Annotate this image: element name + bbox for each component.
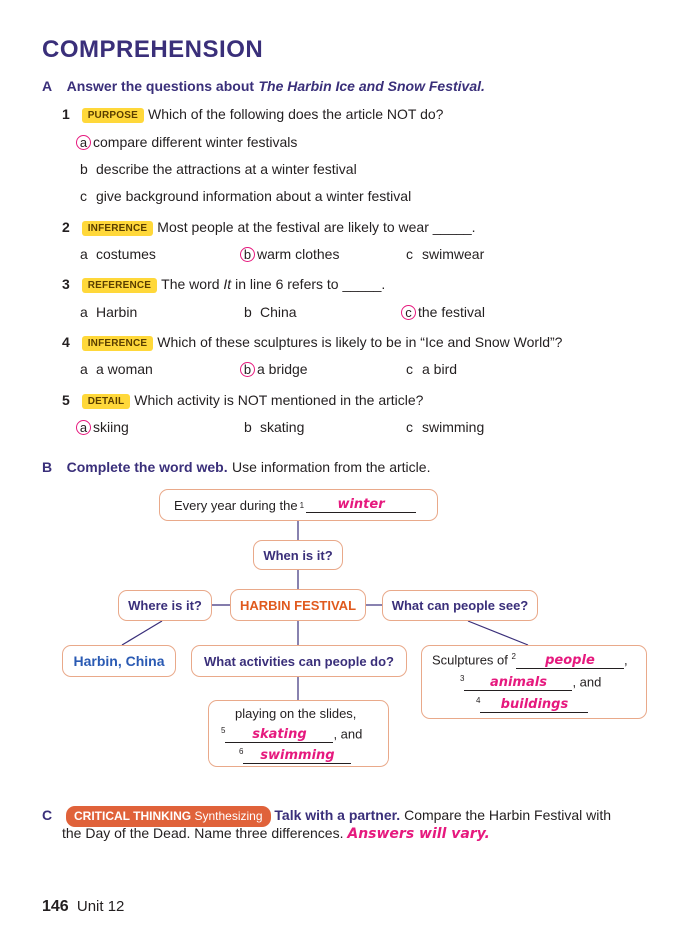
activity-line-3: [221, 747, 388, 767]
web-where-box: Where is it?: [118, 590, 212, 621]
question-text: Which of the following does the article NOT do?: [148, 106, 444, 122]
option-text: compare different winter festivals: [93, 134, 298, 150]
top-box-text: Every year during the: [174, 497, 298, 513]
web-activity-box: [208, 700, 389, 767]
question-tag: INFERENCE: [82, 221, 154, 236]
blank-4[interactable]: [480, 697, 588, 713]
connector-sculptures: [468, 621, 528, 645]
blank-3[interactable]: [464, 675, 572, 691]
section-b-instruction: Use information from the article.: [232, 459, 431, 475]
blank-5[interactable]: [225, 727, 333, 743]
question-text-italic: It: [223, 276, 232, 292]
option-text: a bridge: [257, 361, 308, 377]
blank-number: 3: [460, 674, 465, 683]
section-a-letter: A: [42, 78, 53, 94]
blank-number: 1: [299, 500, 305, 510]
activity-line-1: playing on the slides,: [235, 706, 357, 721]
option-text: China: [260, 304, 297, 320]
section-b-instruction-bold: Complete the word web.: [66, 459, 228, 475]
sculptures-line-3: [432, 696, 646, 718]
option-text: swimwear: [422, 246, 485, 262]
answer-4: buildings: [500, 697, 569, 713]
option-text: skating: [260, 419, 305, 435]
question-text: Most people at the festival are likely to wear _____.: [157, 219, 476, 235]
tag-sublabel: Synthesizing: [194, 809, 263, 823]
option-text: the festival: [418, 304, 485, 320]
question-tag: DETAIL: [82, 394, 131, 409]
answer-circle: b: [240, 362, 255, 377]
blank-number: 2: [511, 652, 516, 661]
answer-2: people: [545, 653, 595, 669]
answer-6: swimming: [260, 748, 335, 764]
web-top-box: [159, 489, 438, 521]
blank-6[interactable]: [243, 748, 351, 764]
answer-circle: a: [76, 420, 91, 435]
section-c-line-2: [62, 825, 490, 842]
question-text: Which activity is NOT mentioned in the article?: [134, 392, 424, 408]
activity-line-2: [221, 726, 388, 747]
tag-label: CRITICAL THINKING: [74, 809, 192, 823]
answer-circle: a: [76, 135, 91, 150]
comma: ,: [623, 652, 628, 668]
option-letter: a: [80, 304, 88, 320]
section-c: [42, 806, 662, 827]
question-number: 4: [62, 334, 70, 350]
question-number: 2: [62, 219, 70, 235]
and-text: , and: [333, 726, 363, 742]
option-letter: b: [244, 419, 252, 435]
blank-number: 6: [239, 747, 244, 756]
web-sculptures-box: [421, 645, 647, 719]
option-text: skiing: [93, 419, 129, 435]
and-text: , and: [572, 674, 602, 690]
question-text-before: The word: [161, 276, 220, 292]
answer-5: skating: [252, 727, 307, 743]
option-text: a bird: [422, 361, 458, 377]
question-number: 5: [62, 392, 70, 408]
answer-3: animals: [489, 675, 547, 691]
option-text: warm clothes: [257, 246, 340, 262]
web-see-box: What can people see?: [382, 590, 538, 621]
sculptures-line-1: [432, 652, 646, 674]
option-letter: c: [80, 188, 87, 204]
option-text: swimming: [422, 419, 485, 435]
web-when-box: When is it?: [253, 540, 343, 570]
sculptures-line-2: [432, 674, 646, 696]
question-tag: REFERENCE: [82, 278, 157, 293]
page-number: 146: [42, 898, 69, 915]
section-c-text-1: Compare the Harbin Festival with: [404, 807, 612, 823]
blank-1[interactable]: [306, 497, 416, 513]
option-letter: c: [406, 419, 413, 435]
question-number: 1: [62, 106, 70, 122]
section-a-instruction: Answer the questions about: [66, 78, 255, 94]
option-letter: b: [244, 304, 252, 320]
section-c-bold: Talk with a partner.: [274, 807, 401, 823]
answer-circle: c: [401, 305, 416, 320]
answer-1: winter: [337, 497, 385, 512]
option-text: Harbin: [96, 304, 138, 320]
question-text-after: in line 6 refers to _____.: [235, 276, 386, 292]
web-activities-box: What activities can people do?: [191, 645, 407, 677]
option-letter: a: [80, 361, 88, 377]
section-c-text-2: the Day of the Dead. Name three differences.: [62, 825, 344, 841]
question-tag: PURPOSE: [82, 108, 144, 123]
unit-label: Unit 12: [76, 898, 125, 915]
option-letter: b: [80, 161, 88, 177]
section-c-letter: C: [42, 807, 53, 823]
option-text: give background information about a winter festival: [96, 188, 412, 204]
question-tag: INFERENCE: [82, 336, 154, 351]
option-text: describe the attractions at a winter festival: [96, 161, 357, 177]
option-text: costumes: [96, 246, 156, 262]
option-letter: c: [406, 361, 413, 377]
option-letter: a: [80, 246, 88, 262]
sculptures-prefix: Sculptures of: [432, 652, 508, 668]
web-center-box: HARBIN FESTIVAL: [230, 589, 366, 621]
page-title: COMPREHENSION: [42, 36, 264, 63]
blank-number: 5: [221, 726, 226, 735]
blank-number: 4: [476, 696, 481, 705]
page-footer: [42, 898, 124, 916]
section-c-answer: Answers will vary.: [347, 826, 490, 842]
connector-place: [122, 621, 162, 645]
option-letter: c: [406, 246, 413, 262]
option-text: a woman: [96, 361, 153, 377]
critical-thinking-tag: [66, 806, 271, 827]
answer-circle: b: [240, 247, 255, 262]
blank-2[interactable]: [516, 653, 624, 669]
question-number: 3: [62, 276, 70, 292]
section-b-letter: B: [42, 459, 53, 475]
web-place-answer: Harbin, China: [62, 645, 176, 677]
article-title: The Harbin Ice and Snow Festival.: [258, 78, 485, 94]
question-text: Which of these sculptures is likely to be in “Ice and Snow World”?: [157, 334, 563, 350]
